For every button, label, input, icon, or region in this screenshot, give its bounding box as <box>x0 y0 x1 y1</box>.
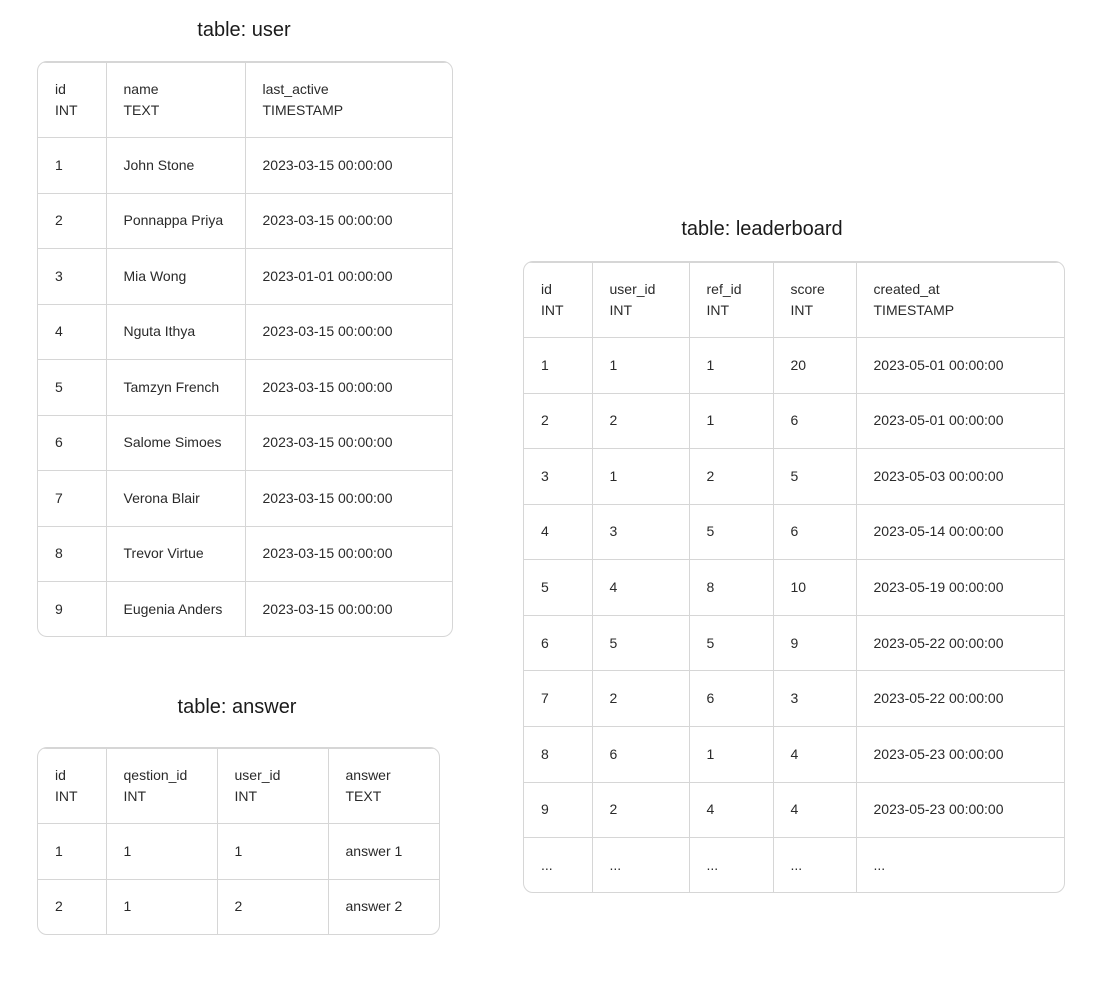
table-row <box>524 615 1064 671</box>
column-header <box>689 263 773 338</box>
column-header <box>106 63 245 138</box>
table-cell: Mia Wong <box>106 249 245 305</box>
table-cell: 4 <box>524 504 592 560</box>
header-row <box>38 749 439 824</box>
table-cell: 6 <box>592 726 689 782</box>
table-cell: 9 <box>773 615 856 671</box>
table-cell: 1 <box>592 338 689 394</box>
table-cell: Eugenia Anders <box>106 582 245 636</box>
table-row <box>38 249 453 305</box>
table-cell: 3 <box>524 449 592 505</box>
column-name: id <box>55 767 66 783</box>
column-type: TIMESTAMP <box>262 102 344 118</box>
column-name: answer <box>345 767 391 783</box>
column-type: INT <box>541 302 564 318</box>
table-cell: 3 <box>773 671 856 727</box>
table-row <box>524 671 1064 727</box>
table-cell: 2 <box>217 879 328 934</box>
table-cell: 7 <box>524 671 592 727</box>
table-cell: 7 <box>38 471 106 527</box>
table-row <box>524 560 1064 616</box>
table-cell: 2023-05-14 00:00:00 <box>856 504 1064 560</box>
table-cell: 1 <box>217 824 328 880</box>
column-type: INT <box>55 788 78 804</box>
table-row <box>38 471 453 527</box>
table-cell: 2023-05-22 00:00:00 <box>856 671 1064 727</box>
table-cell: 6 <box>773 393 856 449</box>
table-cell: 2 <box>592 671 689 727</box>
table-cell: 2 <box>592 393 689 449</box>
column-type: INT <box>706 302 730 318</box>
table-row <box>524 782 1064 838</box>
user-table-title: table: user <box>197 19 291 41</box>
table-row <box>38 582 453 636</box>
column-header <box>524 263 592 338</box>
table-cell: John Stone <box>106 138 245 194</box>
table-cell: answer 2 <box>328 879 439 934</box>
table-row <box>38 879 439 934</box>
table-row <box>524 726 1064 782</box>
table-cell: 3 <box>38 249 106 305</box>
table-cell: 1 <box>689 726 773 782</box>
table-cell: 2023-03-15 00:00:00 <box>245 193 453 249</box>
table-cell: 2023-05-22 00:00:00 <box>856 615 1064 671</box>
table-row <box>38 138 453 194</box>
table-cell: Tamzyn French <box>106 360 245 416</box>
table-cell: 2 <box>524 393 592 449</box>
table-cell: 4 <box>689 782 773 838</box>
column-name: ref_id <box>706 281 742 297</box>
table-row <box>524 338 1064 394</box>
table-cell: 2023-03-15 00:00:00 <box>245 526 453 582</box>
table-cell: 8 <box>689 560 773 616</box>
table-cell: 2023-01-01 00:00:00 <box>245 249 453 305</box>
table-cell: 1 <box>689 338 773 394</box>
table-cell: 1 <box>106 879 217 934</box>
table-cell: 1 <box>38 138 106 194</box>
table-cell: 2023-03-15 00:00:00 <box>245 360 453 416</box>
table-cell: answer 1 <box>328 824 439 880</box>
column-type: INT <box>790 302 814 318</box>
column-header <box>773 263 856 338</box>
column-name: user_id <box>234 767 281 783</box>
table-cell: 5 <box>689 504 773 560</box>
column-type: INT <box>123 788 147 804</box>
column-name: qestion_id <box>123 767 188 783</box>
table-cell: ... <box>689 838 773 892</box>
column-header <box>217 749 328 824</box>
column-type: INT <box>609 302 633 318</box>
table-cell: 5 <box>592 615 689 671</box>
table-cell: 1 <box>38 824 106 880</box>
table-cell: 9 <box>38 582 106 636</box>
column-type: TEXT <box>123 102 160 118</box>
leaderboard-grid <box>524 262 1064 892</box>
table-row <box>38 824 439 880</box>
user-table <box>37 61 453 637</box>
table-row <box>524 504 1064 560</box>
table-cell: Ponnappa Priya <box>106 193 245 249</box>
table-cell: ... <box>856 838 1064 892</box>
table-cell: 2 <box>38 879 106 934</box>
table-row <box>38 526 453 582</box>
table-cell: 2023-03-15 00:00:00 <box>245 304 453 360</box>
table-cell: 2023-05-19 00:00:00 <box>856 560 1064 616</box>
table-cell: 1 <box>106 824 217 880</box>
table-cell: 6 <box>38 415 106 471</box>
table-cell: 1 <box>689 393 773 449</box>
table-row <box>524 838 1064 892</box>
table-cell: 5 <box>773 449 856 505</box>
table-cell: Trevor Virtue <box>106 526 245 582</box>
header-row <box>38 63 453 138</box>
column-header <box>245 63 453 138</box>
table-cell: 2 <box>38 193 106 249</box>
column-name: score <box>790 281 825 297</box>
column-name: name <box>123 81 159 97</box>
table-cell: 2 <box>592 782 689 838</box>
table-cell: ... <box>524 838 592 892</box>
answer-table <box>37 747 440 935</box>
column-name: created_at <box>873 281 940 297</box>
table-cell: Verona Blair <box>106 471 245 527</box>
answer-grid <box>38 748 439 934</box>
table-cell: 20 <box>773 338 856 394</box>
column-name: id <box>541 281 552 297</box>
table-cell: 2023-03-15 00:00:00 <box>245 415 453 471</box>
table-cell: 8 <box>524 726 592 782</box>
column-name: user_id <box>609 281 656 297</box>
column-header <box>106 749 217 824</box>
table-row <box>38 193 453 249</box>
table-cell: 6 <box>689 671 773 727</box>
column-header <box>38 63 106 138</box>
table-row <box>38 304 453 360</box>
table-cell: 4 <box>38 304 106 360</box>
table-cell: 2023-03-15 00:00:00 <box>245 582 453 636</box>
table-cell: 2023-03-15 00:00:00 <box>245 471 453 527</box>
table-cell: 2023-05-01 00:00:00 <box>856 338 1064 394</box>
table-cell: 4 <box>773 726 856 782</box>
table-cell: 5 <box>524 560 592 616</box>
table-cell: 4 <box>773 782 856 838</box>
header-row <box>524 263 1064 338</box>
table-cell: 2023-05-23 00:00:00 <box>856 726 1064 782</box>
table-cell: 4 <box>592 560 689 616</box>
column-header <box>328 749 439 824</box>
table-cell: 8 <box>38 526 106 582</box>
column-header <box>592 263 689 338</box>
column-name: id <box>55 81 66 97</box>
table-cell: 2023-05-23 00:00:00 <box>856 782 1064 838</box>
user-grid <box>38 62 453 636</box>
table-cell: ... <box>773 838 856 892</box>
table-cell: 9 <box>524 782 592 838</box>
table-cell: Salome Simoes <box>106 415 245 471</box>
table-cell: 2023-03-15 00:00:00 <box>245 138 453 194</box>
column-type: INT <box>55 102 78 118</box>
leaderboard-table-title: table: leaderboard <box>681 218 843 240</box>
column-type: TEXT <box>345 788 382 804</box>
table-cell: 6 <box>773 504 856 560</box>
table-cell: 3 <box>592 504 689 560</box>
table-cell: 6 <box>524 615 592 671</box>
table-row <box>38 415 453 471</box>
table-cell: 5 <box>38 360 106 416</box>
table-cell: 5 <box>689 615 773 671</box>
table-row <box>38 360 453 416</box>
column-header <box>38 749 106 824</box>
table-cell: 1 <box>524 338 592 394</box>
table-row <box>524 393 1064 449</box>
table-cell: 2023-05-01 00:00:00 <box>856 393 1064 449</box>
column-name: last_active <box>262 81 329 97</box>
table-cell: 2023-05-03 00:00:00 <box>856 449 1064 505</box>
table-cell: 2 <box>689 449 773 505</box>
answer-table-title: table: answer <box>177 696 297 718</box>
leaderboard-table <box>523 261 1065 893</box>
table-cell: 1 <box>592 449 689 505</box>
table-cell: 10 <box>773 560 856 616</box>
table-row <box>524 449 1064 505</box>
column-header <box>856 263 1064 338</box>
table-cell: ... <box>592 838 689 892</box>
column-type: INT <box>234 788 258 804</box>
column-type: TIMESTAMP <box>873 302 955 318</box>
table-cell: Nguta Ithya <box>106 304 245 360</box>
